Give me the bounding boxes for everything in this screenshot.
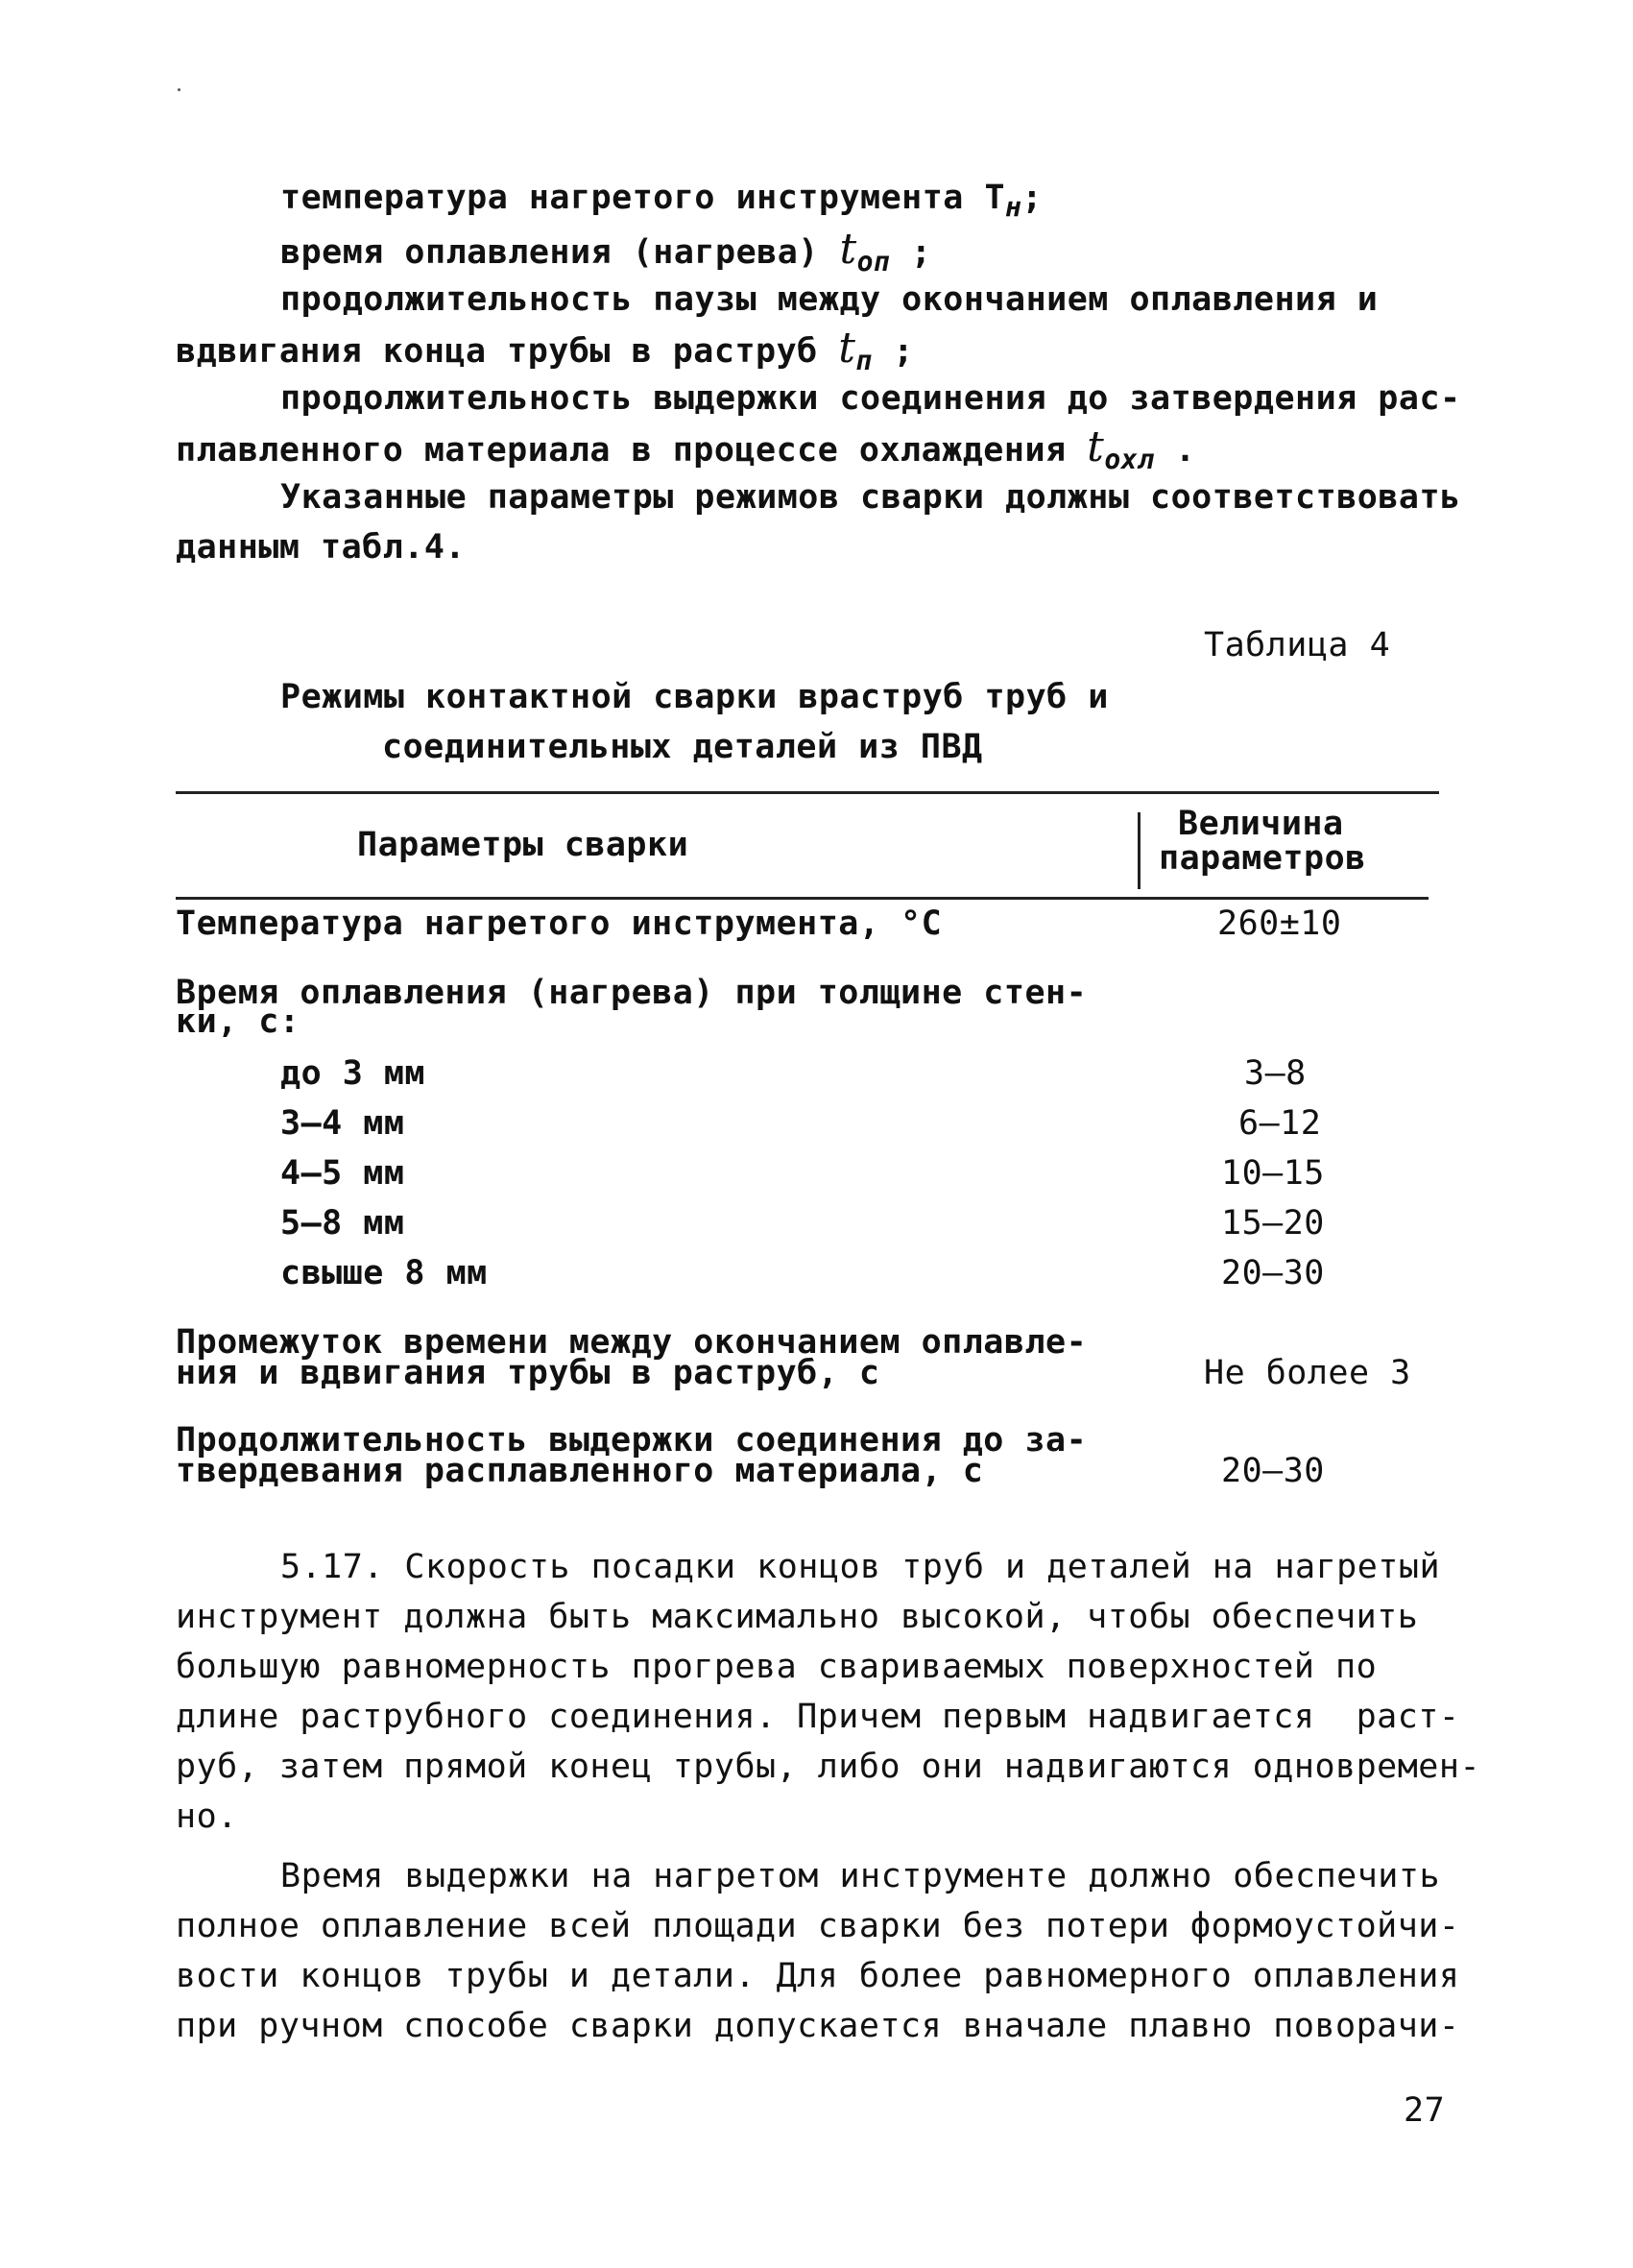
row-label-temperature: Температура нагретого инструмента, °С (176, 905, 943, 943)
row-value-upto3: 3–8 (1244, 1054, 1307, 1093)
table-header-rule (176, 897, 1429, 900)
table-header-divider (1138, 812, 1141, 889)
row-label-hold-2: твердевания расплавленного материала, с (176, 1452, 984, 1490)
table-header-value-line-1: Величина (1178, 805, 1344, 843)
intro-line-8: данным табл.4. (176, 528, 467, 567)
intro-line-5: продолжительность выдержки соединения до затвердения рас- (280, 379, 1461, 418)
table-header-value-line-2: параметров (1159, 839, 1366, 878)
row-value-interval: Не более 3 (1204, 1354, 1411, 1392)
table-label: Таблица 4 (1204, 626, 1391, 664)
table-top-rule (176, 791, 1439, 794)
row-label-upto3: до 3 мм (280, 1054, 426, 1093)
page-number: 27 (1404, 2091, 1446, 2130)
intro-line-1: температура нагретого инструмента $Т_н$; (280, 179, 1043, 223)
row-label-4to5: 4–5 мм (280, 1154, 405, 1193)
intro-line-4: вдвигания конца трубы в раструб $t_п$ ; (176, 324, 914, 376)
body-p1-line-2: инструмент должна быть максимально высокой, чтобы обеспечить (176, 1598, 1419, 1636)
row-label-interval-2: ния и вдвигания трубы в раструб, с (176, 1354, 880, 1392)
row-label-hold-1: Продолжительность выдержки соединения до за- (176, 1421, 1088, 1460)
body-p1-line-4: длине раструбного соединения. Причем первым надвигается раст- (176, 1698, 1460, 1736)
row-label-3to4: 3–4 мм (280, 1104, 405, 1143)
body-p2-line-1: Время выдержки на нагретом инструменте должно обеспечить (280, 1857, 1441, 1895)
intro-line-2: время оплавления (нагрева) $t_{оп}$ ; (280, 225, 932, 277)
intro-line-7: Указанные параметры режимов сварки должны соответствовать (280, 478, 1461, 517)
body-p1-line-3: большую равномерность прогрева свариваемых поверхностей по (176, 1648, 1378, 1686)
body-p1-line-1: 5.17. Скорость посадки концов труб и деталей на нагретый (280, 1548, 1441, 1586)
table-header-params: Параметры сварки (357, 826, 689, 864)
scan-speck (178, 88, 180, 91)
table-title-line-1: Режимы контактной сварки враструб труб и (280, 678, 1109, 716)
row-label-melt-time-2: ки, с: (176, 1002, 300, 1041)
row-label-interval-1: Промежуток времени между окончанием оплавле- (176, 1323, 1088, 1362)
body-p2-line-3: вости концов трубы и детали. Для более равномерного оплавления (176, 1957, 1460, 1995)
row-label-over8: свыше 8 мм (280, 1254, 488, 1292)
body-p2-line-4: при ручном способе сварки допускается вначале плавно поворачи- (176, 2007, 1460, 2045)
row-value-over8: 20–30 (1221, 1254, 1325, 1292)
row-value-hold: 20–30 (1221, 1452, 1325, 1490)
row-label-melt-time-1: Время оплавления (нагрева) при толщине стен- (176, 974, 1088, 1012)
body-p1-line-5: руб, затем прямой конец трубы, либо они надвигаются одновремен- (176, 1748, 1481, 1786)
row-value-3to4: 6–12 (1238, 1104, 1322, 1143)
row-label-5to8: 5–8 мм (280, 1204, 405, 1243)
intro-line-3: продолжительность паузы между окончанием оплавления и (280, 280, 1379, 319)
row-value-4to5: 10–15 (1221, 1154, 1325, 1193)
row-value-5to8: 15–20 (1221, 1204, 1325, 1243)
row-value-temperature: 260±10 (1217, 905, 1342, 943)
body-p2-line-2: полное оплавление всей площади сварки без потери формоустойчи- (176, 1907, 1460, 1945)
body-p1-line-6: но. (176, 1798, 238, 1836)
intro-line-6: плавленного материала в процессе охлаждения $t_{охл}$ . (176, 422, 1196, 475)
table-title-line-2: соединительных деталей из ПВД (382, 728, 983, 766)
